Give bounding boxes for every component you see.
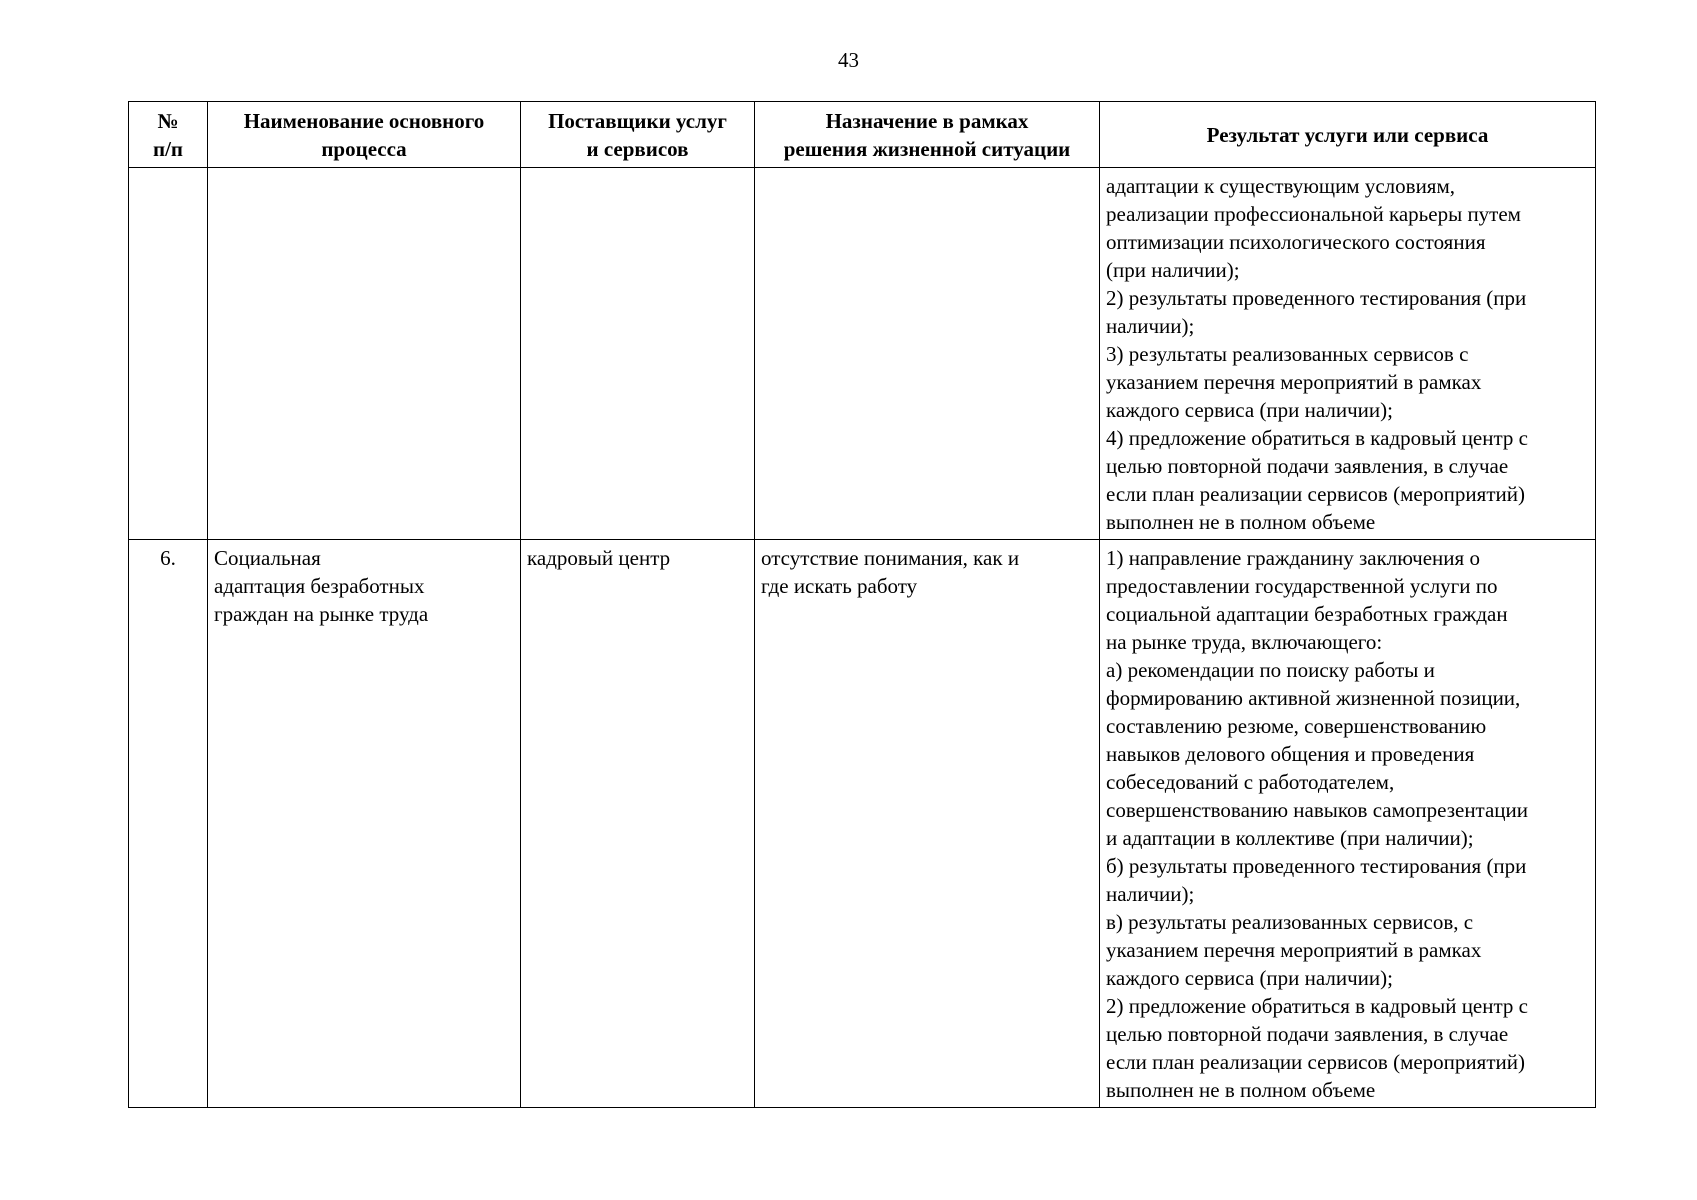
cell-text-line: кадровый центр bbox=[527, 546, 671, 570]
cell-text-line: 4) предложение обратиться в кадровый центр с bbox=[1106, 426, 1528, 450]
cell-text-line: каждого сервиса (при наличии); bbox=[1106, 966, 1393, 990]
table-header bbox=[129, 102, 1596, 168]
cell-text-line: Социальная bbox=[214, 546, 321, 570]
header-text: Поставщики услуг bbox=[548, 109, 727, 133]
cell-text-line: адаптация безработных bbox=[214, 574, 425, 598]
header-providers bbox=[521, 102, 755, 168]
cell-text-line: составлению резюме, совершенствованию bbox=[1106, 714, 1487, 738]
header-text: Результат услуги или сервиса bbox=[1206, 123, 1489, 147]
header-text: п/п bbox=[152, 137, 184, 161]
header-number bbox=[129, 102, 208, 168]
header-text: решения жизненной ситуации bbox=[783, 137, 1071, 161]
cell-text-line: реализации профессиональной карьеры путем bbox=[1106, 202, 1521, 226]
cell-text-line: 2) предложение обратиться в кадровый центр с bbox=[1106, 994, 1528, 1018]
cell-number bbox=[129, 168, 208, 540]
cell-text-line: отсутствие понимания, как и bbox=[761, 546, 1020, 570]
cell-text-line: а) рекомендации по поиску работы и bbox=[1106, 658, 1435, 682]
cell-text-line: и адаптации в коллективе (при наличии); bbox=[1106, 826, 1474, 850]
header-text: и сервисов bbox=[586, 137, 689, 161]
cell-text-line: целью повторной подачи заявления, в случае bbox=[1106, 1022, 1509, 1046]
cell-text-line: 6. bbox=[160, 546, 176, 570]
cell-providers bbox=[521, 540, 755, 1108]
cell-process bbox=[208, 540, 521, 1108]
header-text: № bbox=[157, 109, 179, 133]
cell-text-line: где искать работу bbox=[761, 574, 918, 598]
services-table bbox=[128, 101, 1596, 1108]
cell-result bbox=[1100, 168, 1596, 540]
cell-text-line: 1) направление гражданину заключения о bbox=[1106, 546, 1480, 570]
cell-process bbox=[208, 168, 521, 540]
cell-text-line: на рынке труда, включающего: bbox=[1106, 630, 1383, 654]
header-result bbox=[1100, 102, 1596, 168]
header-purpose bbox=[755, 102, 1100, 168]
cell-text-line: выполнен не в полном объеме bbox=[1106, 1078, 1376, 1102]
cell-text-line: совершенствованию навыков самопрезентации bbox=[1106, 798, 1529, 822]
cell-purpose bbox=[755, 540, 1100, 1108]
cell-text-line: выполнен не в полном объеме bbox=[1106, 510, 1376, 534]
cell-text-line: наличии); bbox=[1106, 314, 1195, 338]
header-process bbox=[208, 102, 521, 168]
table-row bbox=[129, 168, 1596, 540]
cell-text-line: если план реализации сервисов (мероприятий) bbox=[1106, 482, 1525, 506]
cell-text-line: (при наличии); bbox=[1106, 258, 1240, 282]
cell-text-line: навыков делового общения и проведения bbox=[1106, 742, 1475, 766]
cell-purpose bbox=[755, 168, 1100, 540]
cell-providers bbox=[521, 168, 755, 540]
cell-text-line: собеседований с работодателем, bbox=[1106, 770, 1395, 794]
cell-text-line: граждан на рынке труда bbox=[214, 602, 429, 626]
cell-text-line: 2) результаты проведенного тестирования (при bbox=[1106, 286, 1527, 310]
header-row bbox=[129, 102, 1596, 168]
cell-text-line: формированию активной жизненной позиции, bbox=[1106, 686, 1521, 710]
cell-text-line: целью повторной подачи заявления, в случае bbox=[1106, 454, 1509, 478]
cell-text-line: предоставлении государственной услуги по bbox=[1106, 574, 1498, 598]
cell-text-line: указанием перечня мероприятий в рамках bbox=[1106, 938, 1482, 962]
cell-text-line: адаптации к существующим условиям, bbox=[1106, 174, 1456, 198]
cell-text-line: в) результаты реализованных сервисов, с bbox=[1106, 910, 1474, 934]
header-text: Наименование основного bbox=[243, 109, 485, 133]
page-number: 43 bbox=[838, 48, 859, 72]
cell-text-line: наличии); bbox=[1106, 882, 1195, 906]
cell-number bbox=[129, 540, 208, 1108]
cell-result bbox=[1100, 540, 1596, 1108]
header-text: Назначение в рамках bbox=[825, 109, 1029, 133]
header-text: процесса bbox=[321, 137, 407, 161]
table-row bbox=[129, 540, 1596, 1108]
cell-text-line: 3) результаты реализованных сервисов с bbox=[1106, 342, 1469, 366]
cell-text-line: оптимизации психологического состояния bbox=[1106, 230, 1486, 254]
cell-text-line: если план реализации сервисов (мероприятий) bbox=[1106, 1050, 1525, 1074]
table-body bbox=[129, 168, 1596, 1108]
cell-text-line: социальной адаптации безработных граждан bbox=[1106, 602, 1508, 626]
cell-text-line: б) результаты проведенного тестирования (при bbox=[1106, 854, 1527, 878]
cell-text-line: каждого сервиса (при наличии); bbox=[1106, 398, 1393, 422]
cell-text-line: указанием перечня мероприятий в рамках bbox=[1106, 370, 1482, 394]
